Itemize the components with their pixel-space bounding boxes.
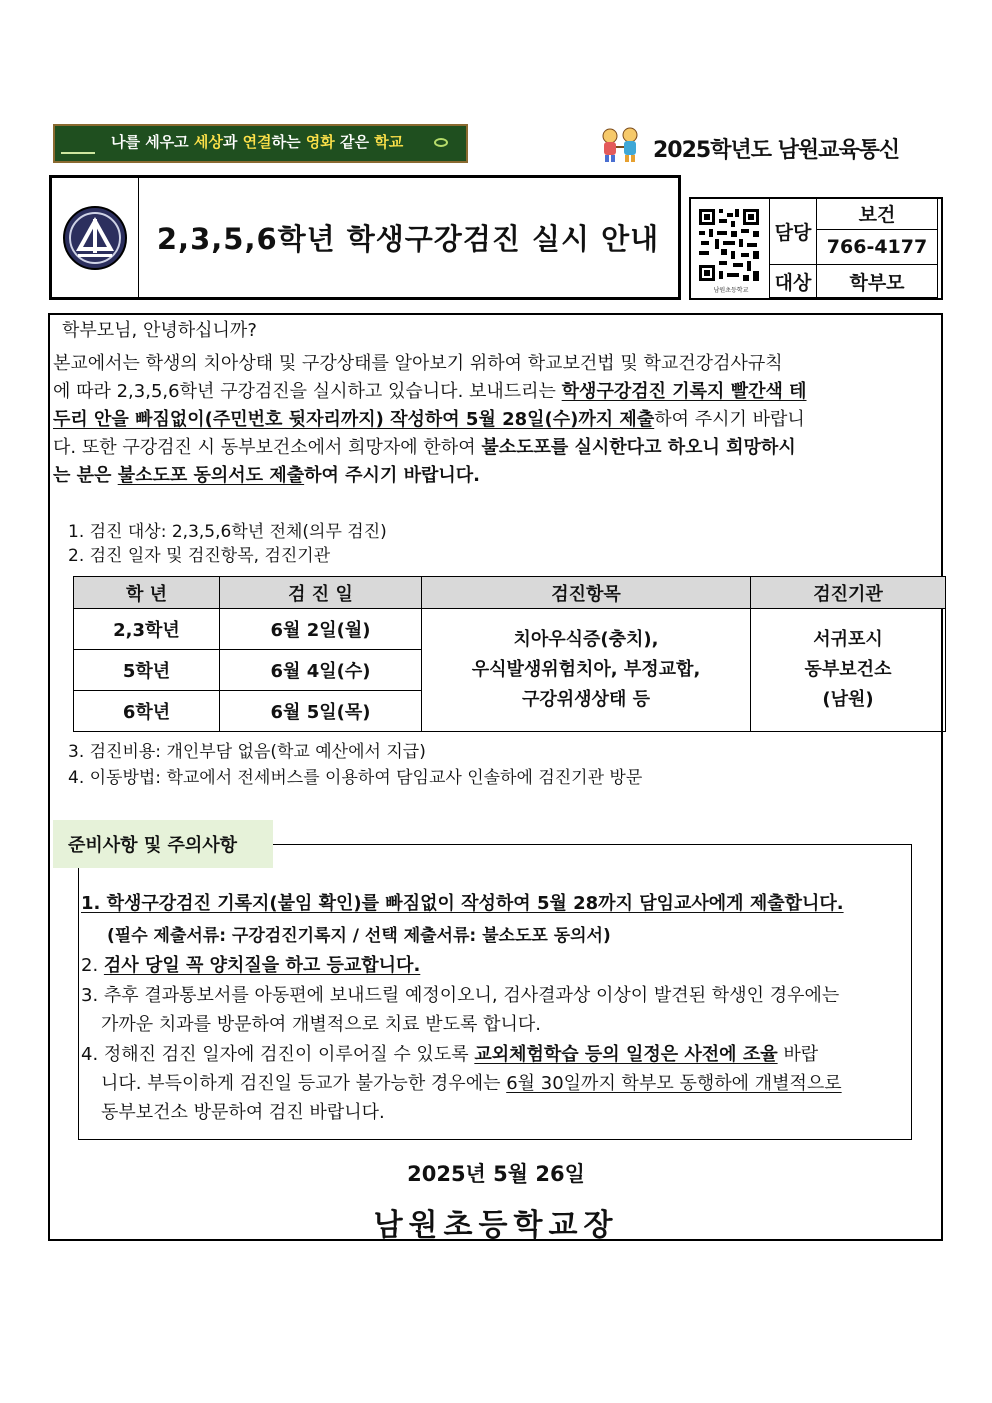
charge-phone: 766-4177 <box>817 230 938 265</box>
slogan-banner <box>53 124 468 163</box>
charge-dept: 보건 <box>817 198 938 230</box>
row-grade: 2,3학년 <box>74 609 220 650</box>
label-target: 대상 <box>770 265 817 298</box>
list-item-transport: 4. 이동방법: 학교에서 전세버스를 이용하여 담임교사 인솔하에 검진기관 방문 <box>68 768 643 788</box>
notice-4-line-3: 동부보건소 방문하여 검진 바랍니다. <box>101 1102 385 1123</box>
school-emblem-icon <box>62 205 128 271</box>
label-charge: 담당 <box>770 198 817 265</box>
header-date: 검 진 일 <box>220 577 422 609</box>
notice-3-line-1: 3. 추후 결과통보서를 아동편에 보내드릴 예정이오니, 검사결과상 이상이 발견된 학생인 경우에는 <box>81 985 840 1006</box>
signer: 남원초등학교장 <box>373 1208 619 1243</box>
notice-4-line-1: 4. 정해진 검진 일자에 검진이 이루어질 수 있도록 교외체험학습 등의 일정은 사전에 조율 바랍 <box>81 1044 819 1065</box>
notice-tab: 준비사항 및 주의사항 <box>53 820 273 868</box>
children-mascot-icon <box>598 127 644 163</box>
intro-paragraph <box>53 350 940 490</box>
notice-1-sub: (필수 제출서류: 구강검진기록지 / 선택 제출서류: 불소도포 동의서) <box>107 926 611 946</box>
header-agency: 검진기관 <box>751 577 946 609</box>
intro-line-2: 에 따라 2,3,5,6학년 구강검진을 실시하고 있습니다. 보내드리는 학생구강검진 기록지 빨간색 테 <box>53 381 807 402</box>
exam-items-cell <box>422 609 751 732</box>
row-date: 6월 2일(월) <box>220 609 422 650</box>
leaf-icon <box>434 138 448 147</box>
intro-line-5: 는 분은 불소도포 동의서도 제출하여 주시기 바랍니다. <box>53 465 480 486</box>
notice-2: 2. 검사 당일 꼭 양치질을 하고 등교합니다. <box>81 955 421 976</box>
row-date: 6월 5일(목) <box>220 691 422 732</box>
exam-item: 우식발생위험치아, 부정교합, <box>471 659 701 680</box>
table-header-row <box>74 577 946 609</box>
notice-3-line-2: 가까운 치과를 방문하여 개별적으로 치료 받도록 합니다. <box>101 1014 541 1035</box>
qr-code-icon[interactable] <box>697 205 761 285</box>
row-grade: 6학년 <box>74 691 220 732</box>
agency-line: 동부보건소 <box>804 659 892 680</box>
slogan-text: 나를 세우고 세상과 연결하는 영화 같은 학교 <box>111 133 404 151</box>
notice-box <box>78 844 912 1140</box>
row-grade: 5학년 <box>74 650 220 691</box>
header-grade: 학 년 <box>74 577 220 609</box>
agency-cell <box>751 609 946 732</box>
contact-table <box>769 197 938 298</box>
notice-4-line-2: 니다. 부득이하게 검진일 등교가 불가능한 경우에는 6월 30일까지 학부모 동행하에 개별적으로 <box>101 1073 842 1094</box>
target-value: 학부모 <box>817 265 938 298</box>
qr-caption: 남원초등학교 <box>713 287 749 294</box>
list-item-cost: 3. 검진비용: 개인부담 없음(학교 예산에서 지급) <box>68 742 426 762</box>
page-title: 2,3,5,6학년 학생구강검진 실시 안내 <box>156 222 660 256</box>
list-item-target: 1. 검진 대상: 2,3,5,6학년 전체(의무 검진) <box>68 522 387 542</box>
row-date: 6월 4일(수) <box>220 650 422 691</box>
logo-cell <box>52 178 139 297</box>
table-row <box>74 609 946 650</box>
intro-line-3: 두리 안을 빠짐없이(주민번호 뒷자리까지) 작성하여 5월 28일(수)까지 제출하여 주시기 바랍니 <box>53 409 805 430</box>
contact-box <box>689 197 943 300</box>
exam-item: 치아우식증(충치), <box>513 629 659 650</box>
banner-decoration <box>61 152 95 157</box>
list-item-schedule: 2. 검진 일자 및 검진항목, 검진기관 <box>68 546 331 566</box>
header-items: 검진항목 <box>422 577 751 609</box>
intro-line-1: 본교에서는 학생의 치아상태 및 구강상태를 알아보기 위하여 학교보건법 및 학교건강검사규칙 <box>53 353 783 374</box>
schedule-table <box>73 576 946 732</box>
title-box <box>49 175 681 300</box>
intro-line-4: 다. 또한 구강검진 시 동부보건소에서 희망자에 한하여 불소도포를 실시한다고 하오니 희망하시 <box>53 437 796 458</box>
newsletter-title: 2025학년도 남원교육통신 <box>653 138 900 163</box>
agency-line: 서귀포시 <box>813 629 883 650</box>
notice-1: 1. 학생구강검진 기록지(붙임 확인)를 빠짐없이 작성하여 5월 28까지 담임교사에게 제출합니다. <box>81 893 844 914</box>
exam-item: 구강위생상태 등 <box>522 689 650 710</box>
issue-date: 2025년 5월 26일 <box>407 1162 585 1186</box>
agency-line: (남원) <box>822 689 874 710</box>
greeting: 학부모님, 안녕하십니까? <box>62 320 257 341</box>
